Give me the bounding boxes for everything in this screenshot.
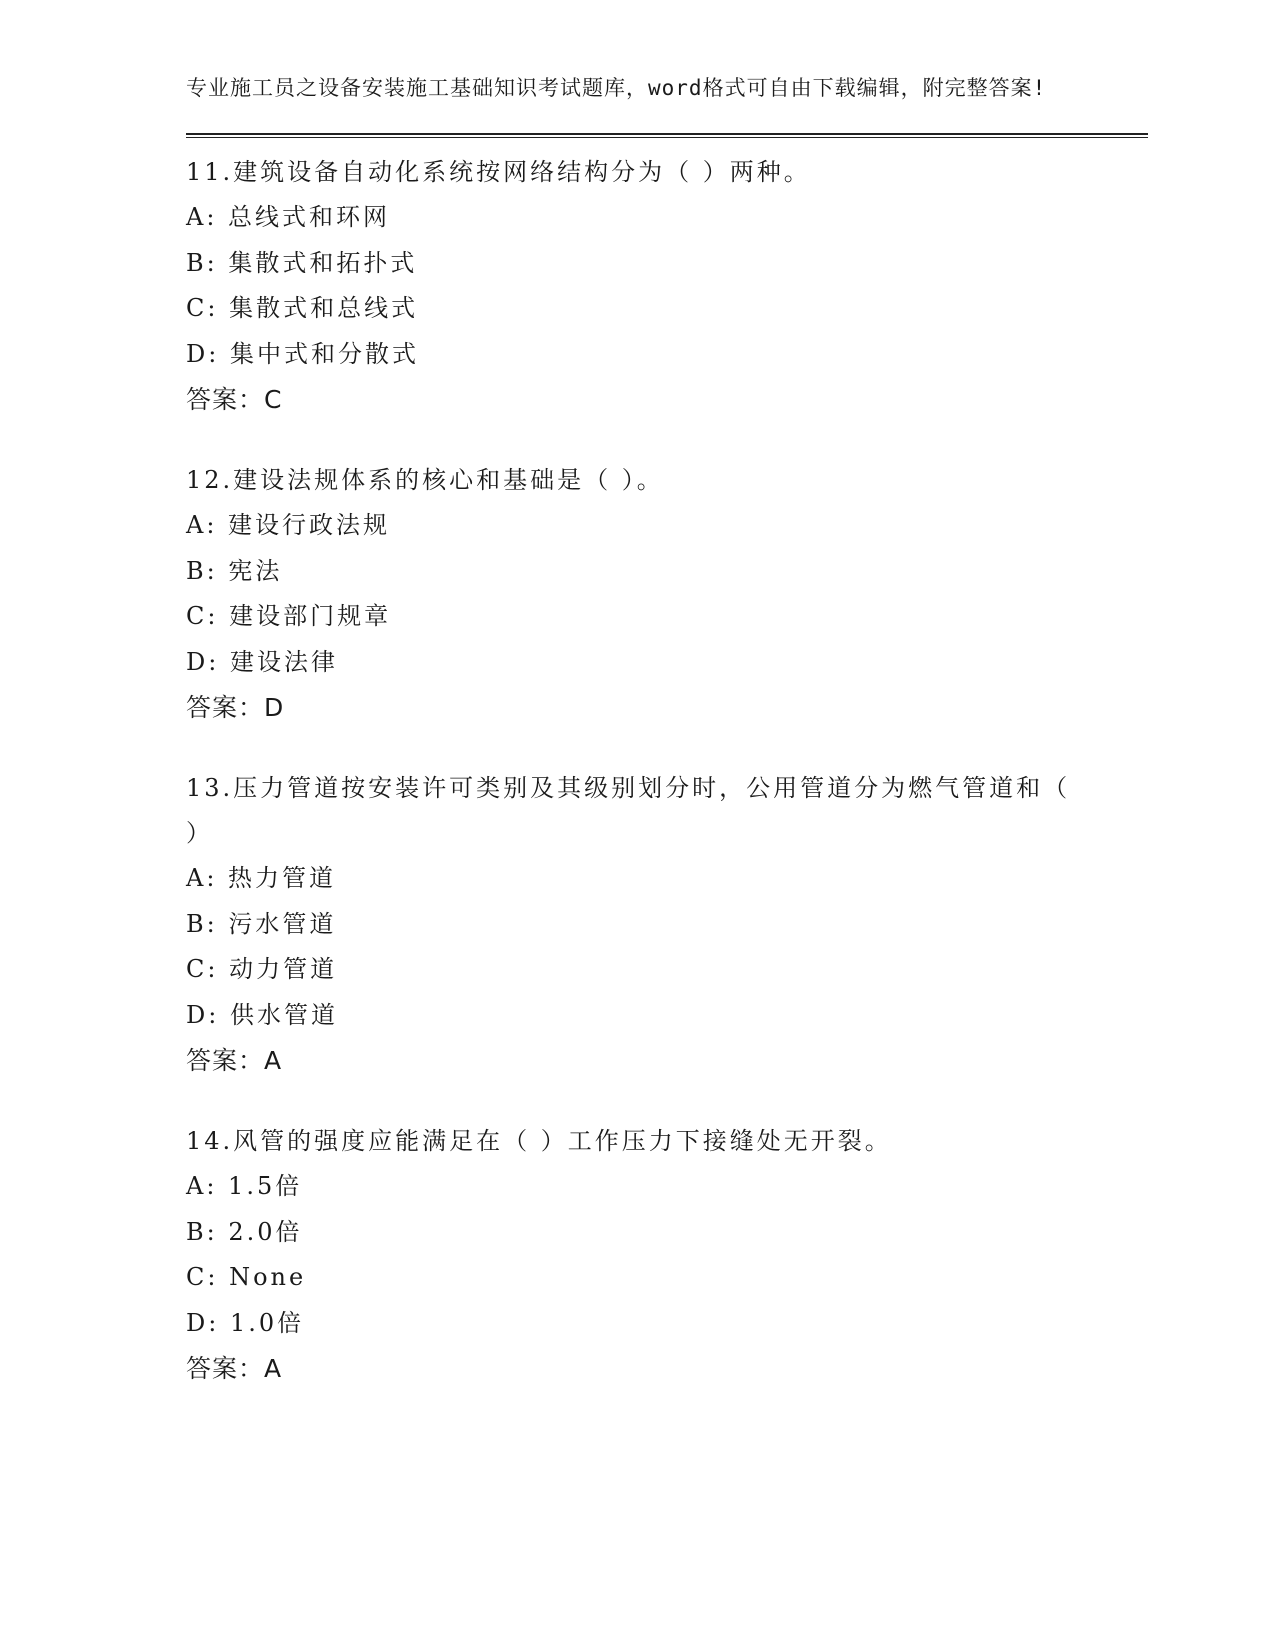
- option-d: D: 建设法律: [186, 647, 338, 676]
- document-header: 专业施工员之设备安装施工基础知识考试题库，word格式可自由下载编辑，附完整答案!: [186, 76, 1047, 100]
- option-a: A: 总线式和环网: [186, 203, 391, 231]
- question-13: [186, 766, 1148, 1084]
- option-b: B: 2.0倍: [186, 1217, 303, 1246]
- answer: 答案：A: [186, 1354, 283, 1383]
- question-text: 13.压力管道按安装许可类别及其级别划分时，公用管道分为燃气管道和（ ）: [186, 774, 1071, 847]
- option-d: D: 供水管道: [186, 1000, 338, 1029]
- option-a: A: 热力管道: [186, 864, 337, 892]
- option-b: B: 集散式和拓扑式: [186, 248, 418, 277]
- option-b: B: 宪法: [186, 556, 283, 585]
- option-c: C: 建设部门规章: [186, 602, 392, 630]
- answer: 答案：C: [186, 385, 283, 414]
- answer: 答案：A: [186, 1046, 283, 1075]
- header-divider: [186, 133, 1148, 138]
- answer: 答案：D: [186, 693, 285, 722]
- option-c: C: 集散式和总线式: [186, 294, 419, 322]
- option-b: B: 污水管道: [186, 909, 337, 938]
- option-a: A: 1.5倍: [186, 1172, 303, 1200]
- question-text: 12.建设法规体系的核心和基础是（ ）。: [186, 466, 664, 494]
- question-text: 11.建筑设备自动化系统按网络结构分为（ ）两种。: [186, 158, 811, 186]
- question-14: [186, 1119, 1148, 1392]
- question-list: [186, 150, 1148, 1392]
- question-11: [186, 150, 1148, 423]
- question-text: 14.风管的强度应能满足在（ ）工作压力下接缝处无开裂。: [186, 1127, 892, 1155]
- option-d: D: 1.0倍: [186, 1308, 305, 1337]
- document-page: [186, 72, 1148, 1427]
- option-c: C: None: [186, 1263, 307, 1291]
- option-c: C: 动力管道: [186, 955, 338, 983]
- option-d: D: 集中式和分散式: [186, 339, 419, 368]
- question-12: [186, 458, 1148, 731]
- option-a: A: 建设行政法规: [186, 511, 391, 539]
